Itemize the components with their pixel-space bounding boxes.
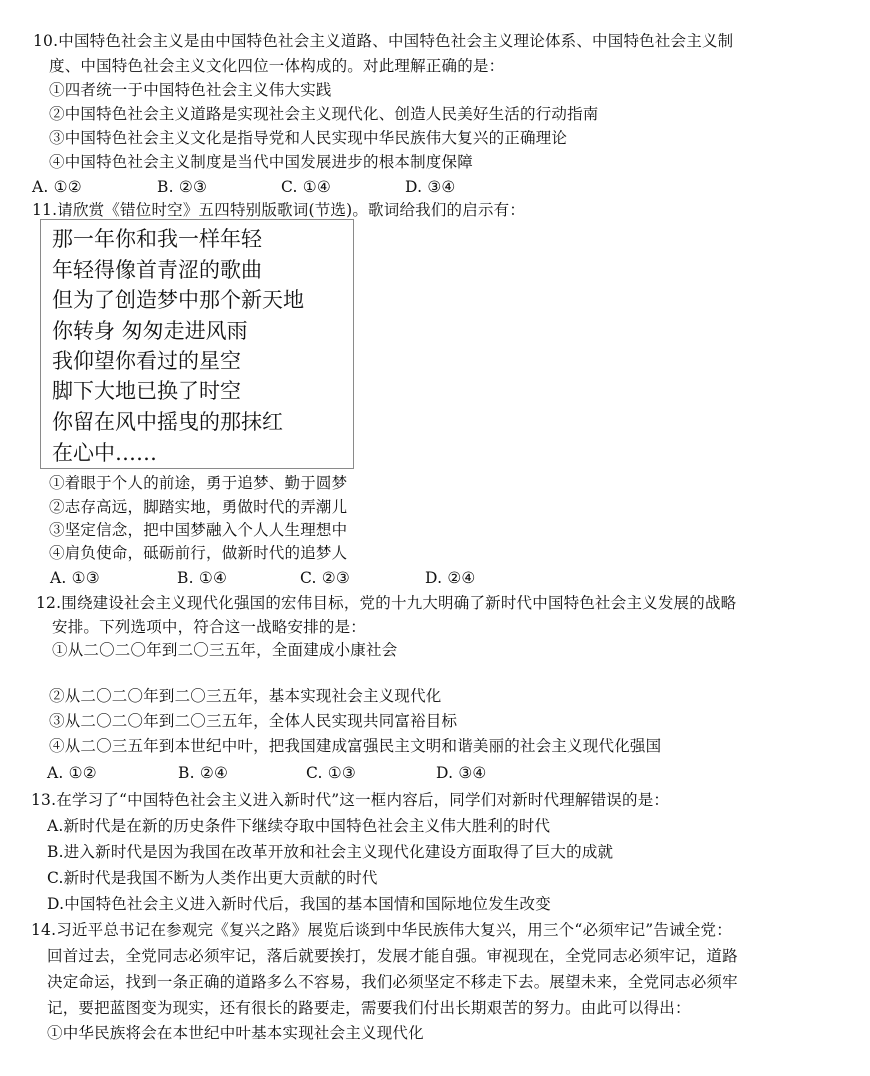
lyric-line-1: 那一年你和我一样年轻: [52, 227, 262, 251]
q10-option-c[interactable]: C. ①④: [281, 178, 331, 196]
q13-option-b[interactable]: B.进入新时代是因为我国在改革开放和社会主义现代化建设方面取得了巨大的成就: [47, 843, 614, 861]
q12-option-b[interactable]: B. ②④: [178, 764, 229, 782]
lyric-line-5: 我仰望你看过的星空: [52, 349, 241, 373]
q11-option-c[interactable]: C. ②③: [300, 569, 350, 587]
q12-item-3: ③从二〇二〇年到二〇三五年，全体人民实现共同富裕目标: [49, 712, 458, 730]
q11-option-d[interactable]: D. ②④: [425, 569, 476, 587]
q11-option-b[interactable]: B. ①④: [177, 569, 228, 587]
q11-item-4: ④肩负使命，砥砺前行，做新时代的追梦人: [49, 544, 348, 562]
q12-stem-line2: 安排。下列选项中，符合这一战略安排的是：: [52, 618, 367, 636]
q14-stem-line1: 14.习近平总书记在参观完《复兴之路》展览后谈到中华民族伟大复兴，用三个“必须牢记”告诫全党：: [31, 921, 732, 939]
q12-option-a[interactable]: A. ①②: [47, 764, 97, 782]
q11-option-a[interactable]: A. ①③: [50, 569, 100, 587]
lyric-line-3: 但为了创造梦中那个新天地: [52, 288, 304, 312]
q10-options: [32, 177, 456, 197]
lyric-line-6: 脚下大地已换了时空: [52, 379, 241, 403]
lyric-line-4: 你转身 匆匆走进风雨: [52, 319, 248, 343]
q13-stem: 13.在学习了“中国特色社会主义进入新时代”这一框内容后，同学们对新时代理解错误的是：: [31, 791, 670, 809]
q14-stem-line2: 回首过去，全党同志必须牢记，落后就要挨打，发展才能自强。审视现在，全党同志必须牢记，道路: [47, 947, 738, 965]
q10-item-4: ④中国特色社会主义制度是当代中国发展进步的根本制度保障: [49, 153, 473, 171]
q13-option-c[interactable]: C.新时代是我国不断为人类作出更大贡献的时代: [47, 869, 378, 887]
q11-item-2: ②志存高远，脚踏实地，勇做时代的弄潮儿: [49, 498, 348, 516]
q10-option-a[interactable]: A. ①②: [32, 178, 82, 196]
q12-item-2: ②从二〇二〇年到二〇三五年，基本实现社会主义现代化: [49, 687, 442, 705]
q12-item-1: ①从二〇二〇年到二〇三五年，全面建成小康社会: [52, 641, 398, 659]
q13-option-d[interactable]: D.中国特色社会主义进入新时代后，我国的基本国情和国际地位发生改变: [47, 895, 551, 913]
q10-item-1: ①四者统一于中国特色社会主义伟大实践: [49, 81, 332, 99]
q14-item-1: ①中华民族将会在本世纪中叶基本实现社会主义现代化: [47, 1024, 424, 1042]
lyrics-box: [40, 219, 354, 469]
q10-stem-line1: 10.中国特色社会主义是由中国特色社会主义道路、中国特色社会主义理论体系、中国特色社会主义制: [33, 32, 734, 50]
q12-item-4: ④从二〇三五年到本世纪中叶，把我国建成富强民主文明和谐美丽的社会主义现代化强国: [49, 737, 662, 755]
lyric-line-8: 在心中……: [52, 441, 157, 465]
q11-item-1: ①着眼于个人的前途，勇于追梦、勤于圆梦: [49, 474, 348, 492]
q10-option-d[interactable]: D. ③④: [405, 178, 456, 196]
q11-options: [50, 568, 476, 588]
q11-stem: 11.请欣赏《错位时空》五四特别版歌词(节选)。歌词给我们的启示有：: [32, 201, 526, 219]
lyric-line-7: 你留在风中摇曳的那抹红: [52, 410, 283, 434]
q10-option-b[interactable]: B. ②③: [157, 178, 208, 196]
q10-stem-line2: 度、中国特色社会主义文化四位一体构成的。对此理解正确的是：: [49, 57, 505, 75]
q12-option-c[interactable]: C. ①③: [306, 764, 356, 782]
q10-item-2: ②中国特色社会主义道路是实现社会主义现代化、创造人民美好生活的行动指南: [49, 105, 599, 123]
lyric-line-2: 年轻得像首青涩的歌曲: [52, 258, 262, 282]
q10-item-3: ③中国特色社会主义文化是指导党和人民实现中华民族伟大复兴的正确理论: [49, 129, 568, 147]
q11-item-3: ③坚定信念，把中国梦融入个人人生理想中: [49, 521, 348, 539]
q13-option-a[interactable]: A.新时代是在新的历史条件下继续夺取中国特色社会主义伟大胜利的时代: [47, 817, 551, 835]
q14-stem-line4: 记，要把蓝图变为现实，还有很长的路要走，需要我们付出长期艰苦的努力。由此可以得出：: [47, 999, 691, 1017]
q12-option-d[interactable]: D. ③④: [436, 764, 487, 782]
q12-options: [47, 763, 487, 783]
q14-stem-line3: 决定命运，找到一条正确的道路多么不容易，我们必须坚定不移走下去。展望未来，全党同志必须牢: [47, 973, 738, 991]
q12-stem-line1: 12.围绕建设社会主义现代化强国的宏伟目标，党的十九大明确了新时代中国特色社会主义发展的战略: [36, 594, 737, 612]
